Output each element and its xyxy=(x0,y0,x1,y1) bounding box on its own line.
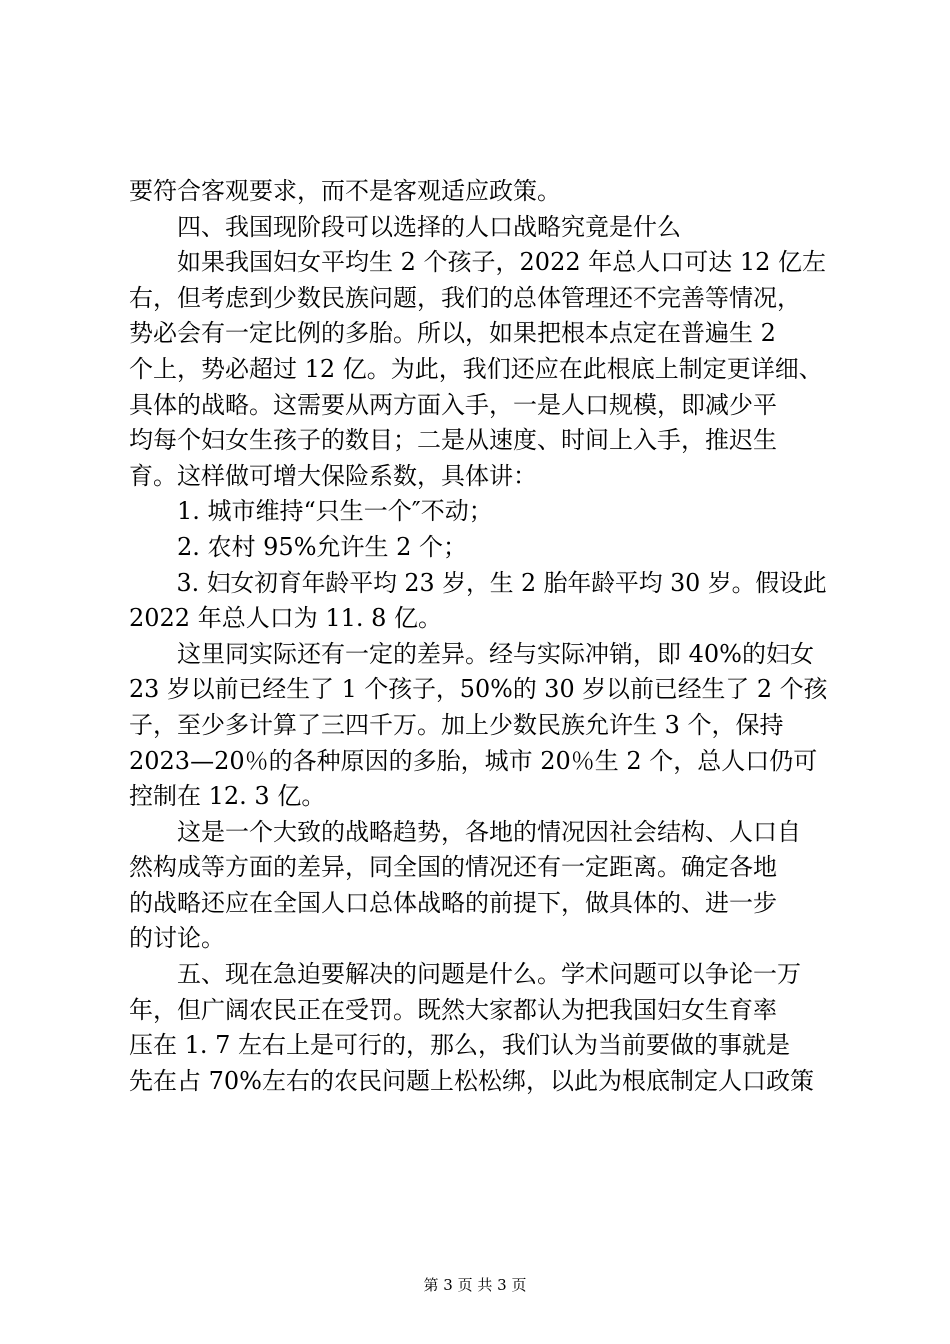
text-line: 右，但考虑到少数民族问题，我们的总体管理还不完善等情况， xyxy=(129,283,801,312)
text-line: 子，至少多计算了三四千万。加上少数民族允许生 3 个，保持 xyxy=(129,710,784,739)
text-line: 2. 农村 95%允许生 2 个； xyxy=(129,532,468,561)
text-line: 这是一个大致的战略趋势，各地的情况因社会结构、人口自 xyxy=(129,817,801,846)
text-line: 四、我国现阶段可以选择的人口战略究竟是什么 xyxy=(129,212,681,241)
text-line: 然构成等方面的差异，同全国的情况还有一定距离。确定各地 xyxy=(129,853,777,882)
text-line: 1. 城市维持“只生一个″不动； xyxy=(129,497,493,526)
text-line: 势必会有一定比例的多胎。所以，如果把根本点定在普遍生 2 xyxy=(129,319,776,348)
text-line: 的战略还应在全国人口总体战略的前提下，做具体的、进一步 xyxy=(129,888,777,917)
text-line: 先在占 70%左右的农民问题上松松绑，以此为根底制定人口政策 xyxy=(129,1066,814,1095)
text-line: 的讨论。 xyxy=(129,924,225,953)
text-line: 3. 妇女初育年龄平均 23 岁，生 2 胎年龄平均 30 岁。假设此 xyxy=(129,568,827,597)
text-line: 具体的战略。这需要从两方面入手，一是人口规模，即减少平 xyxy=(129,390,777,419)
text-line: 2022 年总人口为 11. 8 亿。 xyxy=(129,604,443,633)
text-line: 这里同实际还有一定的差异。经与实际冲销，即 40%的妇女 xyxy=(129,639,814,668)
page-number-label: 第 3 页 共 3 页 xyxy=(423,1276,527,1294)
text-line: 育。这样做可增大保险系数，具体讲： xyxy=(129,461,537,490)
text-line: 2023—20％的各种原因的多胎，城市 20％生 2 个，总人口仍可 xyxy=(129,746,818,775)
text-line: 如果我国妇女平均生 2 个孩子，2022 年总人口可达 12 亿左 xyxy=(129,248,827,277)
text-line: 均每个妇女生孩子的数目；二是从速度、时间上入手，推迟生 xyxy=(129,426,777,455)
text-line: 要符合客观要求，而不是客观适应政策。 xyxy=(129,177,561,205)
text-line: 压在 1. 7 左右上是可行的，那么，我们认为当前要做的事就是 xyxy=(129,1031,791,1060)
text-line: 年，但广阔农民正在受罚。既然大家都认为把我国妇女生育率 xyxy=(129,995,777,1024)
text-line: 个上，势必超过 12 亿。为此，我们还应在此根底上制定更详细、 xyxy=(129,354,823,383)
text-line: 五、现在急迫要解决的问题是什么。学术问题可以争论一万 xyxy=(129,960,801,989)
document-body xyxy=(129,174,827,1099)
page-footer xyxy=(0,1275,950,1295)
text-line: 控制在 12. 3 亿。 xyxy=(129,782,326,811)
text-line: 23 岁以前已经生了 1 个孩子，50%的 30 岁以前已经生了 2 个孩 xyxy=(129,675,828,704)
